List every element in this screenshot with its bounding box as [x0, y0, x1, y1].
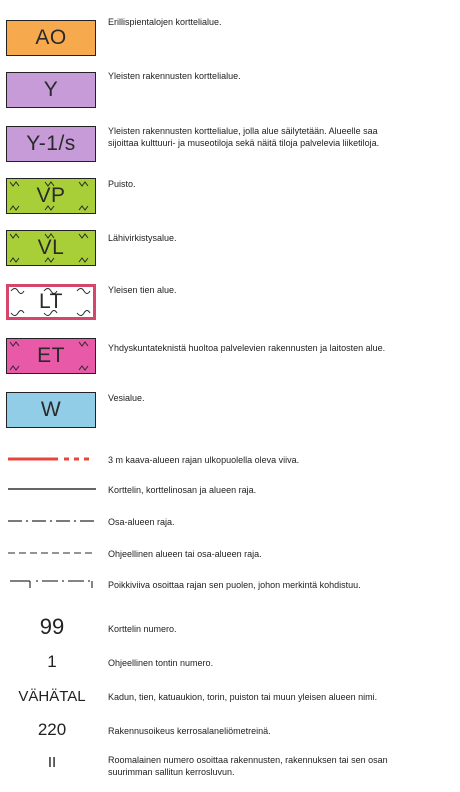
building-rights-symbol: 220 — [37, 720, 67, 739]
line-row-cross-tick — [0, 574, 460, 596]
legend-row-w — [0, 390, 460, 434]
cross-tick-description: Poikkiviiva osoittaa rajan sen puolen, johon merkintä kohdistuu. — [108, 580, 361, 590]
text-row-block-number — [0, 612, 460, 642]
legend-row-ao — [0, 14, 460, 58]
text-row-floor-count — [0, 750, 460, 786]
line-row-plan-boundary — [0, 450, 460, 470]
dashed-line-symbol — [6, 546, 98, 560]
street-name-symbol: VÄHÄTAL — [18, 687, 86, 705]
legend-row-y — [0, 68, 460, 112]
vl-description: Lähivirkistysalue. — [108, 233, 177, 243]
ao-swatch — [6, 20, 96, 56]
plot-number-description: Ohjeellinen tontin numero. — [108, 658, 214, 668]
legend-row-lt — [0, 282, 460, 326]
y-1-s-code: Y-1/s — [26, 132, 76, 155]
y-swatch — [6, 72, 96, 108]
legend-row-y-1-s — [0, 122, 460, 168]
y-1-s-swatch — [6, 126, 96, 162]
lt-description: Yleisen tien alue. — [108, 285, 177, 295]
vp-swatch — [6, 178, 96, 214]
ao-code: AO — [35, 26, 67, 49]
street-name-description: Kadun, tien, katuaukion, torin, puiston tai muun yleisen alueen nimi. — [108, 692, 378, 702]
et-swatch — [6, 338, 96, 374]
block-number-description: Korttelin numero. — [108, 624, 177, 634]
legend-row-et — [0, 336, 460, 380]
legend-row-vp — [0, 176, 460, 220]
text-row-building-rights — [0, 718, 460, 742]
text-row-plot-number — [0, 650, 460, 674]
line-row-indicative-boundary — [0, 544, 460, 564]
plot-number-symbol: 1 — [47, 652, 57, 671]
y-code: Y — [43, 78, 59, 101]
indicative-boundary-description: Ohjeellinen alueen tai osa-alueen raja. — [108, 549, 262, 559]
block-boundary-description: Korttelin, korttelinosan ja alueen raja. — [108, 485, 257, 495]
line-row-block-boundary — [0, 480, 460, 500]
et-description: Yhdyskuntateknistä huoltoa palvelevien rakennusten ja laitosten alue. — [108, 343, 386, 353]
vl-code: VL — [37, 236, 65, 259]
vp-code: VP — [36, 184, 66, 207]
solid-line-symbol — [6, 482, 98, 496]
ao-description: Erillispientalojen korttelialue. — [108, 17, 222, 27]
vl-swatch — [6, 230, 96, 266]
et-code: ET — [37, 344, 65, 367]
lt-swatch — [6, 284, 96, 320]
y-description: Yleisten rakennusten korttelialue. — [108, 71, 241, 81]
cross-tick-line-symbol — [6, 576, 98, 592]
w-swatch — [6, 392, 96, 428]
y-1-s-description: Yleisten rakennusten korttelialue, jolla alue säilytetään. Alueelle saa sijoittaa kulttuuri- ja museotiloja sekä näitä tiloja palvelevia liiketiloja. — [108, 126, 380, 148]
red-boundary-line-symbol — [6, 452, 98, 466]
floor-count-symbol: II — [47, 753, 57, 771]
w-code: W — [40, 398, 62, 421]
legend-row-vl — [0, 228, 460, 272]
plan-boundary-description: 3 m kaava-alueen rajan ulkopuolella oleva viiva. — [108, 455, 300, 465]
lt-code: LT — [39, 290, 63, 313]
subarea-boundary-description: Osa-alueen raja. — [108, 517, 175, 527]
text-row-street-name — [0, 684, 460, 708]
block-number-symbol: 99 — [39, 614, 65, 639]
building-rights-description: Rakennusoikeus kerrosalaneliömetreinä. — [108, 726, 271, 736]
line-row-subarea-boundary — [0, 512, 460, 532]
floor-count-description: Roomalainen numero osoittaa rakennusten, rakennuksen tai sen osan suurimman sallitun kerrosluvun. — [108, 755, 388, 777]
vp-description: Puisto. — [108, 179, 136, 189]
w-description: Vesialue. — [108, 393, 145, 403]
dash-dot-line-symbol — [6, 514, 98, 528]
